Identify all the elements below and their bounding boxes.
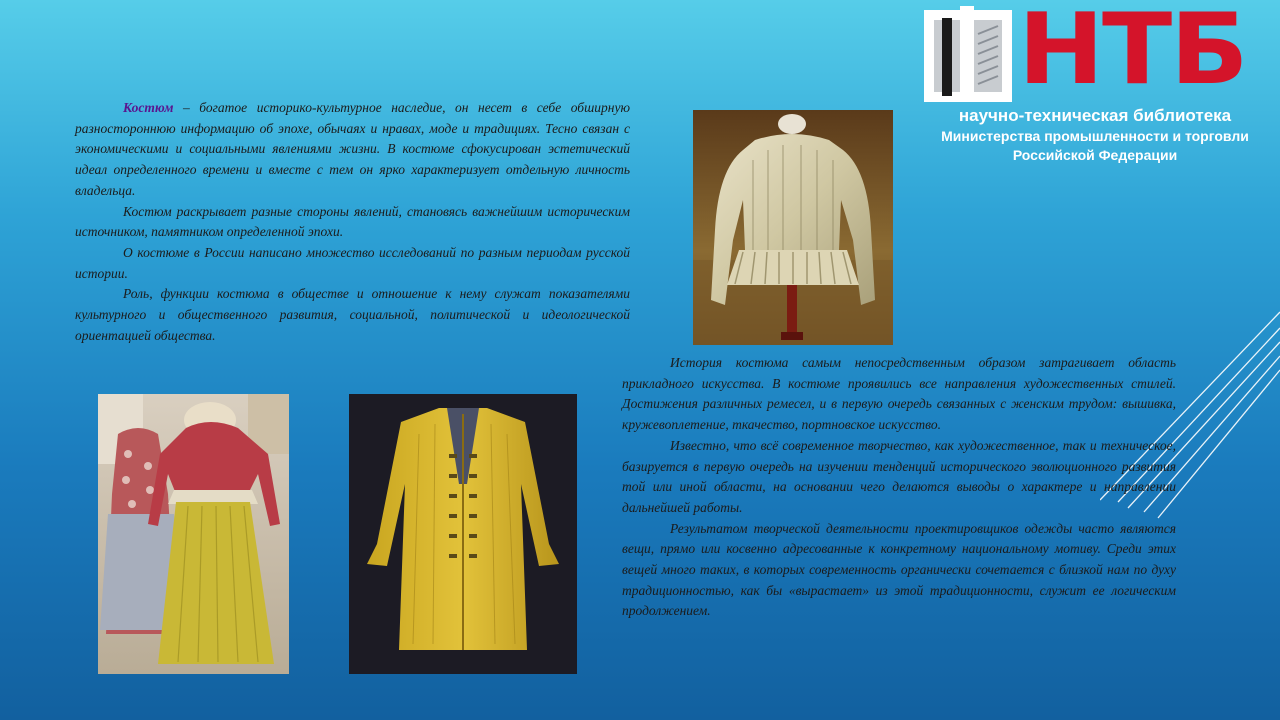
logo-letters: НТБ [1018,0,1247,107]
intro-text-block [75,98,630,346]
history-text-block [622,353,1176,622]
ntb-logo [918,2,1270,172]
history-paragraph-2: Известно, что всё современное творчество, как художественное, так и техническое, базируется в первую очередь на изучении тенденций исторического эволюционного развития той или иной области, на основании чего делаются выводы о характере и направлении дальнейшей работы. [622,437,1176,515]
intro-paragraph-2: Костюм раскрывает разные стороны явлений, становясь важнейшим историческим источником, памятником определенной эпохи. [75,203,630,240]
intro-paragraph-1: Костюм – богатое историко-культурное наследие, он несет в себе обширную разностороннюю информацию об эпохе, обычаях и нравах, моде и традициях. Тесно связан с экономическими и социальными явлениями жизни. В костюме сфокусирован эстетический идеал определенного времени и вместе с тем он ярко характеризует отдельную личность владельца. [75,100,630,198]
intro-paragraph-4: Роль, функции костюма в обществе и отношение к нему служат показателями культурного и общественного развития, социальной, политической и идеологической ориентацией общества. [75,286,630,343]
dresses-photo [98,394,289,674]
caftan-photo [349,394,577,674]
history-paragraph-3: Результатом творческой деятельности проектировщиков одежды часто являются вещи, прямо или косвенно адресованные к конкретному национальному мотиву. Среди этих вещей много таких, в которых современность органически сочетается с близкой нам по духу традиционностью, как бы «вырастает» из этой традиционности, служит ее логическим продолжением. [622,520,1176,619]
logo-line-3: Российской Федерации [1012,147,1178,163]
jacket-photo [693,110,893,345]
history-paragraph-1: История костюма самым непосредственным образом затрагивает область прикладного искусства. В костюме проявились все направления художественных стилей. Достижения различных ремесел, и в первую очередь связанных с женским трудом: вышивка, кружевоплетение, ткачество, портновское искусство. [622,355,1176,433]
intro-paragraph-3: О костюме в России написано множество исследований по разным периодам русской истории. [75,244,630,281]
library-building-icon [920,4,1016,106]
logo-line-2: Министерства промышленности и торговли [941,128,1249,144]
logo-line-1: научно-техническая библиотека [958,106,1232,125]
term-highlight: Костюм [123,100,174,115]
